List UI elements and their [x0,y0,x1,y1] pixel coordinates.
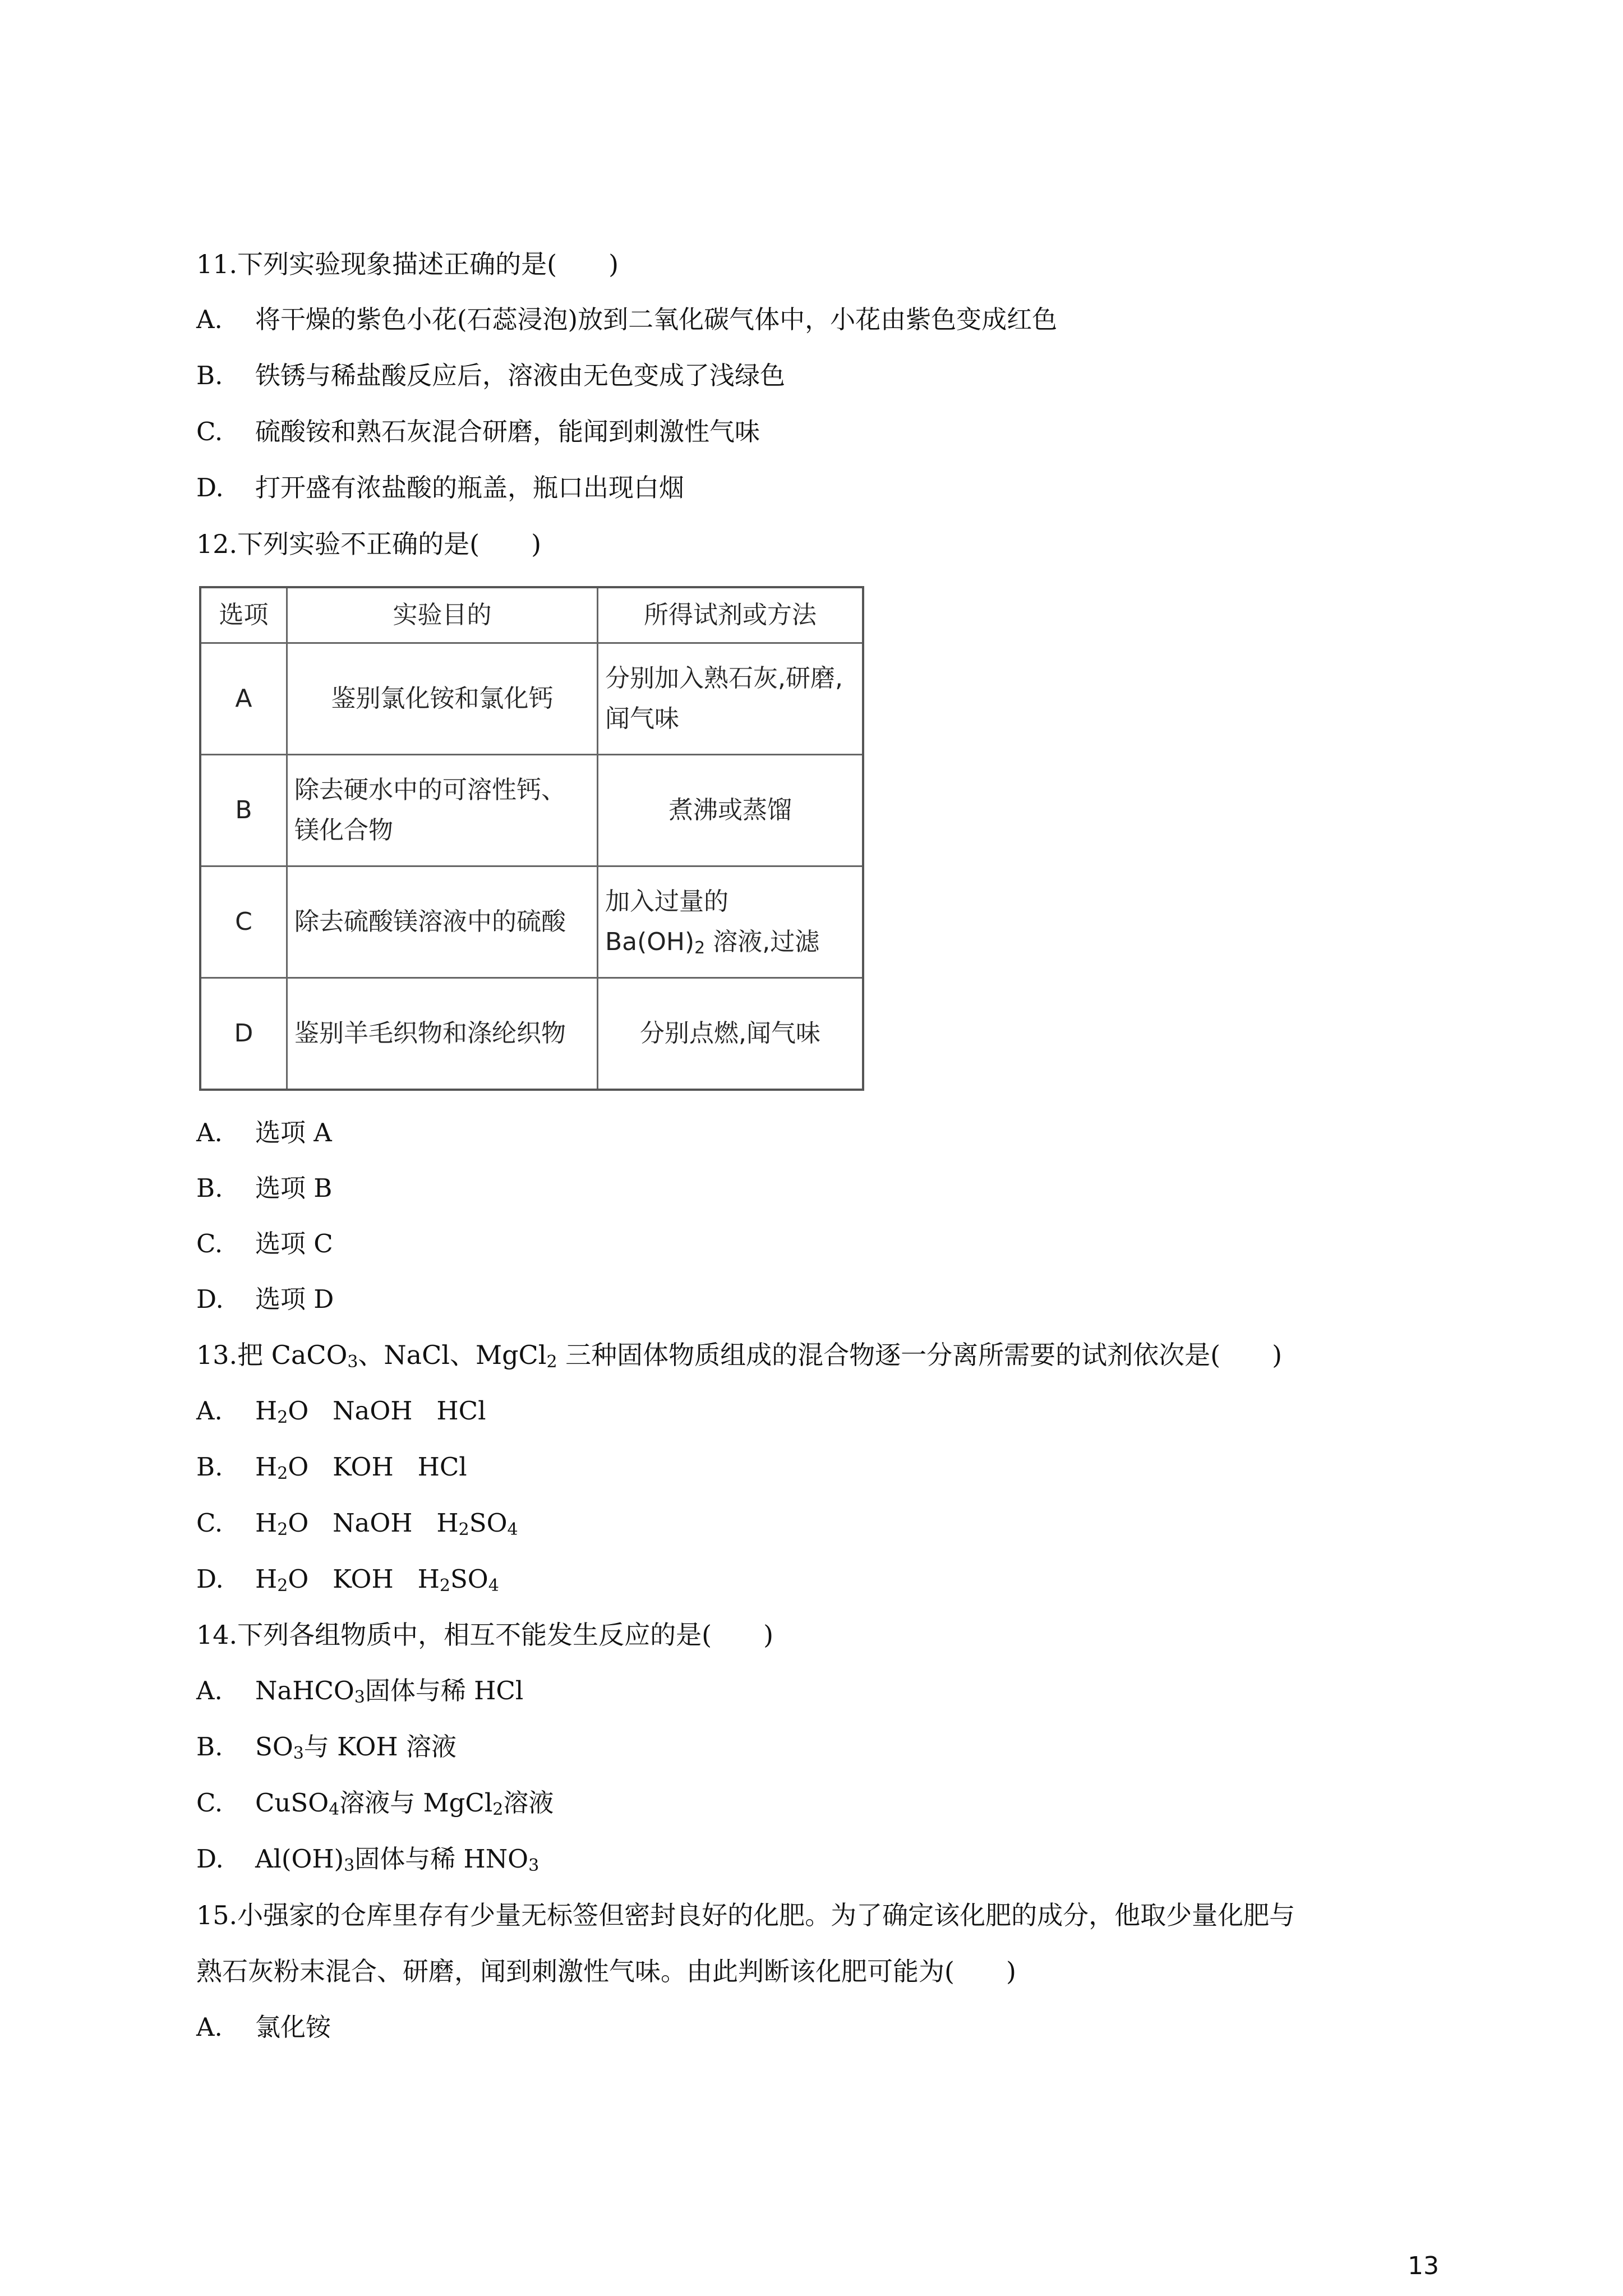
q13-option-b: B. $H_2O$ KOH HCl [196,1452,467,1483]
q14-stem: 14.下列各组物质中，相互不能发生反应的是( ) [196,1620,774,1650]
q15-stem-line1: 15.小强家的仓库里存有少量无标签但密封良好的化肥。为了确定该化肥的成分，他取少量化肥与 [196,1900,1295,1930]
q14-option-c: C. CuSO$_4$溶液与 MgCl$_2$溶液 [196,1788,554,1819]
table-row [200,866,863,978]
q11-option-b: B. 铁锈与稀盐酸反应后，溶液由无色变成了浅绿色 [196,361,786,390]
table-cell: 加入过量的 $Ba(OH)_2$ 溶液,过滤 [597,866,863,978]
page-number: 13 [1408,2252,1439,2280]
q12-stem: 12.下列实验不正确的是( ) [196,529,542,559]
q13-option-a: A. $H_2O$ NaOH HCl [196,1396,486,1427]
table-cell: 除去硬水中的可溶性钙、镁化合物 [287,755,597,866]
q15-stem-line2: 熟石灰粉末混合、研磨，闻到刺激性气味。由此判断该化肥可能为( ) [196,1956,1016,1986]
table-cell: 鉴别氯化铵和氯化钙 [287,643,597,755]
table-cell: 鉴别羊毛织物和涤纶织物 [287,978,597,1090]
q15-option-a: A. 氯化铵 [196,2012,331,2042]
q12-option-b: B. 选项 B [196,1173,333,1203]
q14-option-d: D. $Al(OH)_3$固体与稀 $HNO_3$ [196,1844,540,1875]
q12-option-d: D. 选项 D [196,1284,334,1314]
q14-option-b: B. $SO_3$与 KOH 溶液 [196,1732,457,1763]
table-cell: C [200,866,287,978]
q11-stem: 11.下列实验现象描述正确的是( ) [196,249,619,279]
q12-option-a: A. 选项 A [196,1118,332,1147]
table-header-cell: 所得试剂或方法 [597,587,863,643]
table-header-cell: 选项 [200,587,287,643]
table-row [200,755,863,866]
table-header-row [200,587,863,643]
q13-option-d: D. $H_2O$ KOH $H_2SO_4$ [196,1564,499,1596]
table-cell: B [200,755,287,866]
q12-table [199,586,864,1091]
q13-option-c: C. $H_2O$ NaOH $H_2SO_4$ [196,1508,518,1539]
q11-option-c: C. 硫酸铵和熟石灰混合研磨，能闻到刺激性气味 [196,417,760,446]
table-row [200,978,863,1090]
q13-stem: 13.把 CaCO$_3$、NaCl、MgCl$_2$ 三种固体物质组成的混合物逐一分离所需要的试剂依次是( ) [196,1340,1283,1372]
q12-option-c: C. 选项 C [196,1229,333,1258]
q11-option-a: A. 将干燥的紫色小花(石蕊浸泡)放到二氧化碳气体中，小花由紫色变成红色 [196,305,1058,334]
table-row [200,643,863,755]
table-cell: D [200,978,287,1090]
table-cell: 分别点燃,闻气味 [597,978,863,1090]
table-cell: A [200,643,287,755]
q14-option-a: A. NaHCO$_3$固体与稀 HCl [196,1676,524,1707]
q11-option-d: D. 打开盛有浓盐酸的瓶盖，瓶口出现白烟 [196,473,685,502]
table-cell: 分别加入熟石灰,研磨,闻气味 [597,643,863,755]
table-cell: 煮沸或蒸馏 [597,755,863,866]
table-header-cell: 实验目的 [287,587,597,643]
table-cell: 除去硫酸镁溶液中的硫酸 [287,866,597,978]
